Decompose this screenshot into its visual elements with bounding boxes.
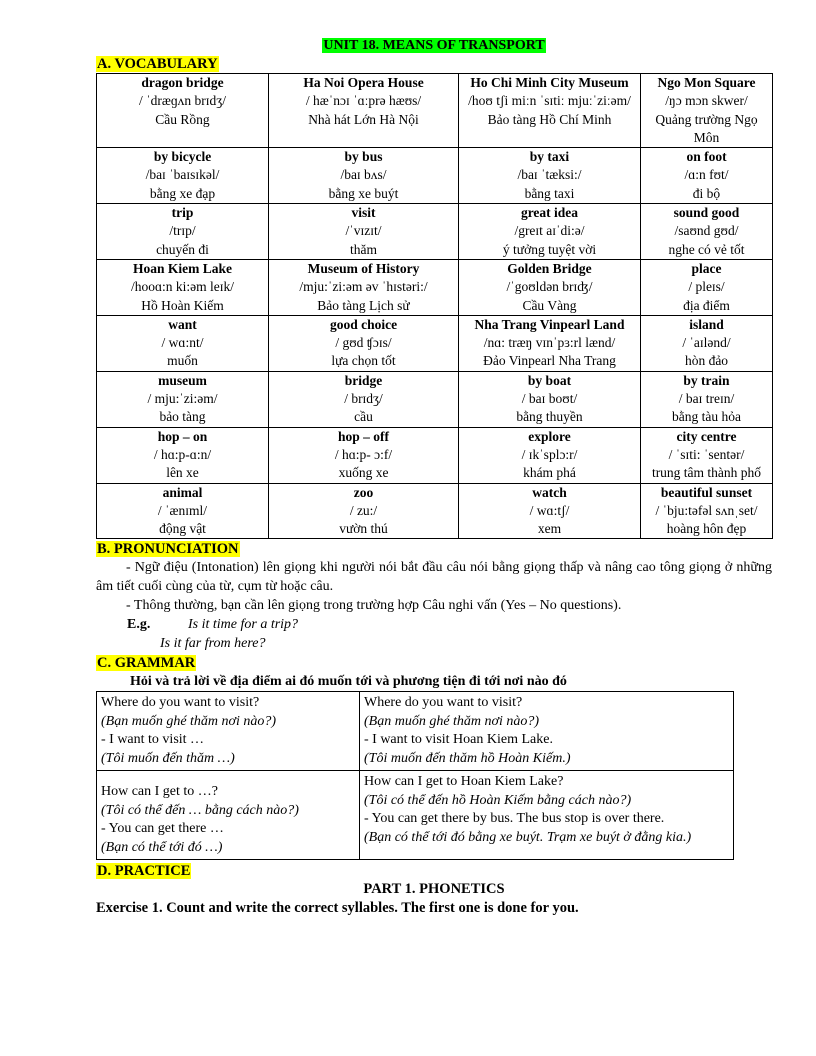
vocab-ipa: / wɑ:tʃ/ (529, 502, 570, 518)
vocab-word: trip (171, 205, 194, 221)
vocab-meaning: xuống xe (338, 465, 389, 481)
vocab-row (97, 204, 773, 260)
vocab-ipa: /baɪ bʌs/ (340, 167, 387, 183)
vocab-ipa: / baɪ treɪn/ (678, 391, 735, 407)
vocab-cell (459, 483, 641, 539)
vocab-meaning: Cầu Rồng (155, 111, 210, 127)
vocab-meaning: đi bộ (692, 185, 721, 201)
vocab-ipa: / zu:/ (349, 502, 378, 518)
vocab-ipa: / gʊd ʧɔɪs/ (335, 335, 392, 351)
vocab-meaning: lên xe (166, 465, 199, 481)
grammar-example-cell (360, 692, 734, 771)
vocab-ipa: / hæˈnɔɪ ˈɑːprə hæʊs/ (305, 93, 422, 109)
vocab-meaning: nghe có vẻ tốt (668, 241, 745, 257)
vocab-word: place (691, 260, 722, 276)
vocab-ipa: / baɪ boʊt/ (521, 391, 578, 407)
vocab-meaning: Nhà hát Lớn Hà Nội (308, 111, 419, 127)
vocab-cell (97, 259, 269, 315)
vocab-meaning: chuyến đi (156, 241, 209, 257)
vocab-word: sound good (673, 205, 740, 221)
vocab-cell (641, 259, 773, 315)
vocabulary-heading: A. VOCABULARY (97, 56, 218, 72)
grammar-line: - I want to visit … (101, 732, 205, 748)
vocab-word: good choice (329, 316, 398, 332)
vocab-cell (641, 371, 773, 427)
vocab-cell (459, 371, 641, 427)
example-sentence-1: Is it time for a trip? (188, 617, 299, 633)
vocab-meaning: bằng tàu hỏa (672, 409, 741, 425)
grammar-row (97, 771, 734, 860)
vocab-word: Hoan Kiem Lake (132, 260, 232, 276)
vocab-meaning: khám phá (523, 465, 576, 481)
grammar-row (97, 692, 734, 771)
vocab-cell (97, 315, 269, 371)
grammar-line: - You can get there by bus. The bus stop is over there. (364, 811, 665, 827)
grammar-pattern-cell (97, 692, 360, 771)
vocab-word: watch (532, 484, 567, 500)
vocab-meaning: Bảo tàng Hồ Chí Minh (487, 111, 612, 127)
vocab-cell (97, 427, 269, 483)
worksheet-page (96, 36, 772, 918)
vocab-cell (459, 204, 641, 260)
vocab-word: island (689, 316, 724, 332)
section-practice-heading (96, 861, 772, 880)
vocab-word: by bicycle (153, 149, 212, 165)
vocab-row (97, 371, 773, 427)
vocab-ipa: /ɑ:n fʊt/ (684, 167, 729, 183)
practice-heading: D. PRACTICE (97, 863, 191, 880)
vocab-cell (641, 315, 773, 371)
vocab-word: dragon bridge (141, 75, 224, 90)
vocab-cell (97, 483, 269, 539)
vocab-meaning: ý tưởng tuyệt vời (502, 241, 597, 257)
vocab-cell (459, 427, 641, 483)
vocab-word: Ha Noi Opera House (303, 75, 424, 90)
vocab-row (97, 315, 773, 371)
grammar-translation: (Bạn có thể tới đó …) (101, 839, 223, 855)
vocab-ipa: /greɪt aɪˈdi:ə/ (514, 223, 585, 239)
grammar-table (96, 691, 734, 860)
vocab-ipa: /trɪp/ (169, 223, 196, 239)
vocab-cell (97, 148, 269, 204)
vocab-meaning: địa điểm (683, 297, 730, 313)
part-title: PART 1. PHONETICS (363, 881, 505, 898)
vocab-ipa: / ˈænɪml/ (157, 502, 208, 518)
vocab-word: beautiful sunset (660, 484, 753, 500)
vocab-meaning: lựa chọn tốt (331, 353, 396, 369)
vocab-ipa: /baɪ ˈbaɪsɪkəl/ (145, 167, 220, 183)
vocab-ipa: /hooɑ:n ki:əm leɪk/ (130, 279, 235, 295)
exercise-instruction: Exercise 1. Count and write the correct syllables. The first one is done for you. (96, 900, 579, 917)
example-row-1 (96, 615, 772, 634)
unit-title-row (96, 36, 772, 54)
vocab-cell (459, 315, 641, 371)
vocabulary-table (96, 73, 773, 539)
grammar-line: - You can get there … (101, 821, 224, 837)
grammar-subheading: Hỏi và trả lời về địa điểm ai đó muốn tới và phương tiện đi tới nơi nào đó (130, 674, 567, 690)
grammar-translation: (Bạn có thể tới đó bằng xe buýt. Trạm xe buýt ở đằng kia.) (364, 829, 692, 845)
pronunciation-rule-2: - Thông thường, bạn cần lên giọng trong trường hợp Câu nghi vấn (Yes – No questions). (126, 598, 622, 614)
section-grammar-heading (96, 653, 772, 672)
vocab-cell (641, 427, 773, 483)
vocab-word: hop – on (157, 428, 208, 444)
vocab-meaning: cầu (354, 409, 373, 425)
vocab-word: explore (528, 428, 571, 444)
vocab-row (97, 259, 773, 315)
vocab-word: bridge (344, 372, 383, 388)
vocab-ipa: / ˈdræɡʌn brɪdʒ/ (139, 93, 226, 109)
vocab-word: Nha Trang Vinpearl Land (474, 316, 625, 332)
grammar-example-cell (360, 771, 734, 860)
vocab-word: zoo (353, 484, 374, 500)
vocab-meaning: muốn (167, 353, 198, 369)
vocab-meaning: bằng taxi (524, 185, 575, 201)
vocab-cell (269, 315, 459, 371)
vocab-meaning: động vật (159, 521, 206, 537)
vocab-ipa: /mju:ˈzi:əm əv ˈhɪstəri:/ (299, 279, 428, 295)
vocab-word: on foot (686, 149, 727, 165)
vocab-word: by train (683, 372, 730, 388)
vocab-ipa: /saʊnd gʊd/ (674, 223, 739, 239)
vocab-word: visit (351, 205, 376, 221)
vocab-cell (641, 148, 773, 204)
vocab-word: hop – off (337, 428, 389, 444)
vocab-ipa: /ŋɔ mɔn skwer/ (665, 93, 748, 109)
vocab-cell (269, 259, 459, 315)
vocab-word: by taxi (529, 149, 570, 165)
section-vocabulary-heading (96, 54, 772, 73)
vocab-cell (641, 483, 773, 539)
vocab-word: city centre (676, 428, 737, 444)
grammar-translation: (Tôi có thể đến hồ Hoàn Kiếm bằng cách nào?) (364, 792, 632, 808)
vocab-ipa: /hoʊ tʃi miːn ˈsɪtiː mjuːˈziːəm/ (468, 93, 631, 109)
vocab-word: museum (158, 372, 207, 388)
grammar-translation: (Bạn muốn ghé thăm nơi nào?) (364, 713, 540, 729)
vocab-word: want (168, 316, 197, 332)
vocab-cell (269, 371, 459, 427)
vocab-ipa: / ˈaɪlənd/ (682, 335, 731, 351)
vocab-cell (97, 204, 269, 260)
vocab-cell (97, 371, 269, 427)
vocab-ipa: / mju:ˈzi:əm/ (147, 391, 218, 407)
vocab-cell (459, 259, 641, 315)
pronunciation-heading: B. PRONUNCIATION (97, 541, 239, 558)
vocab-ipa: / ˈbju:təfəl sʌnˌset/ (655, 502, 758, 518)
vocab-word: animal (162, 484, 203, 500)
vocab-ipa: / wɑ:nt/ (161, 335, 204, 351)
vocab-meaning: hòn đảo (684, 353, 729, 369)
grammar-line: How can I get to Hoan Kiem Lake? (364, 774, 564, 790)
section-pronunciation-heading (96, 539, 772, 558)
vocab-meaning: Cầu Vàng (522, 297, 577, 313)
vocab-meaning: Quảng trường Ngọ Môn (655, 111, 758, 145)
vocab-cell (641, 74, 773, 148)
vocab-meaning: Bảo tàng Lịch sử (317, 297, 410, 313)
vocab-ipa: / ˈsɪti: ˈsentər/ (668, 446, 745, 462)
vocab-cell (97, 74, 269, 148)
vocab-cell (269, 427, 459, 483)
vocab-ipa: / hɑ:p-ɑ:n/ (153, 446, 212, 462)
example-sentence-2: Is it far from here? (160, 636, 266, 652)
example-label: E.g. (127, 617, 151, 633)
vocab-meaning: Đảo Vinpearl Nha Trang (483, 353, 616, 369)
vocab-ipa: / hɑ:p- ɔ:f/ (334, 446, 393, 462)
grammar-line: Where do you want to visit? (364, 695, 523, 711)
grammar-pattern-cell (97, 771, 360, 860)
vocab-row (97, 427, 773, 483)
vocab-ipa: /ˈgoʊldən brɪʤ/ (506, 279, 593, 295)
vocab-meaning: trung tâm thành phố (651, 465, 762, 481)
vocab-cell (269, 204, 459, 260)
vocab-row (97, 148, 773, 204)
vocab-meaning: bằng xe buýt (328, 185, 399, 201)
vocab-meaning: bằng xe đạp (149, 185, 216, 201)
vocab-cell (459, 74, 641, 148)
grammar-line: - I want to visit Hoan Kiem Lake. (364, 732, 553, 748)
vocab-ipa: / pleɪs/ (688, 279, 725, 295)
vocab-ipa: / brɪdʒ/ (344, 391, 383, 407)
vocab-meaning: xem (537, 521, 562, 537)
vocab-word: by boat (527, 372, 572, 388)
vocab-cell (641, 204, 773, 260)
pronunciation-rule-1: - Ngữ điệu (Intonation) lên giọng khi người nói bắt đầu câu nói bằng giọng thấp và nâng cao tông giọng ở những âm tiết cuối cùng của từ, cụm từ hoặc câu. (96, 560, 772, 595)
vocab-row (97, 74, 773, 148)
vocab-ipa: /ˈvɪzɪt/ (345, 223, 382, 239)
vocab-word: Ho Chi Minh City Museum (470, 75, 629, 90)
grammar-translation: (Tôi có thể đến … bằng cách nào?) (101, 802, 299, 818)
grammar-line: How can I get to …? (101, 784, 219, 800)
vocab-meaning: thăm (350, 241, 377, 257)
vocab-ipa: /baɪ ˈtæksi:/ (517, 167, 582, 183)
vocab-ipa: / ɪkˈsplɔ:r/ (521, 446, 578, 462)
vocab-meaning: hoàng hôn đẹp (666, 521, 747, 537)
vocab-row (97, 483, 773, 539)
vocab-cell (269, 74, 459, 148)
vocab-ipa: /nɑ: træŋ vɪnˈpɜ:rl lænd/ (483, 335, 616, 351)
vocab-word: Museum of History (307, 260, 420, 276)
vocab-word: by bus (344, 149, 383, 165)
vocab-meaning: bằng thuyền (516, 409, 583, 425)
grammar-heading: C. GRAMMAR (97, 655, 196, 672)
grammar-translation: (Tôi muốn đến thăm …) (101, 750, 235, 766)
vocab-word: Ngo Mon Square (657, 75, 756, 90)
vocab-cell (459, 148, 641, 204)
grammar-translation: (Bạn muốn ghé thăm nơi nào?) (101, 713, 277, 729)
vocab-cell (269, 148, 459, 204)
vocab-meaning: Hồ Hoàn Kiếm (141, 297, 224, 313)
grammar-translation: (Tôi muốn đến thăm hồ Hoàn Kiếm.) (364, 750, 571, 766)
vocab-meaning: bảo tàng (159, 409, 206, 425)
vocab-word: great idea (520, 205, 579, 221)
vocab-meaning: vườn thú (339, 521, 388, 537)
vocab-cell (269, 483, 459, 539)
unit-title: UNIT 18. MEANS OF TRANSPORT (323, 38, 545, 53)
grammar-line: Where do you want to visit? (101, 695, 260, 711)
vocab-word: Golden Bridge (507, 260, 592, 276)
